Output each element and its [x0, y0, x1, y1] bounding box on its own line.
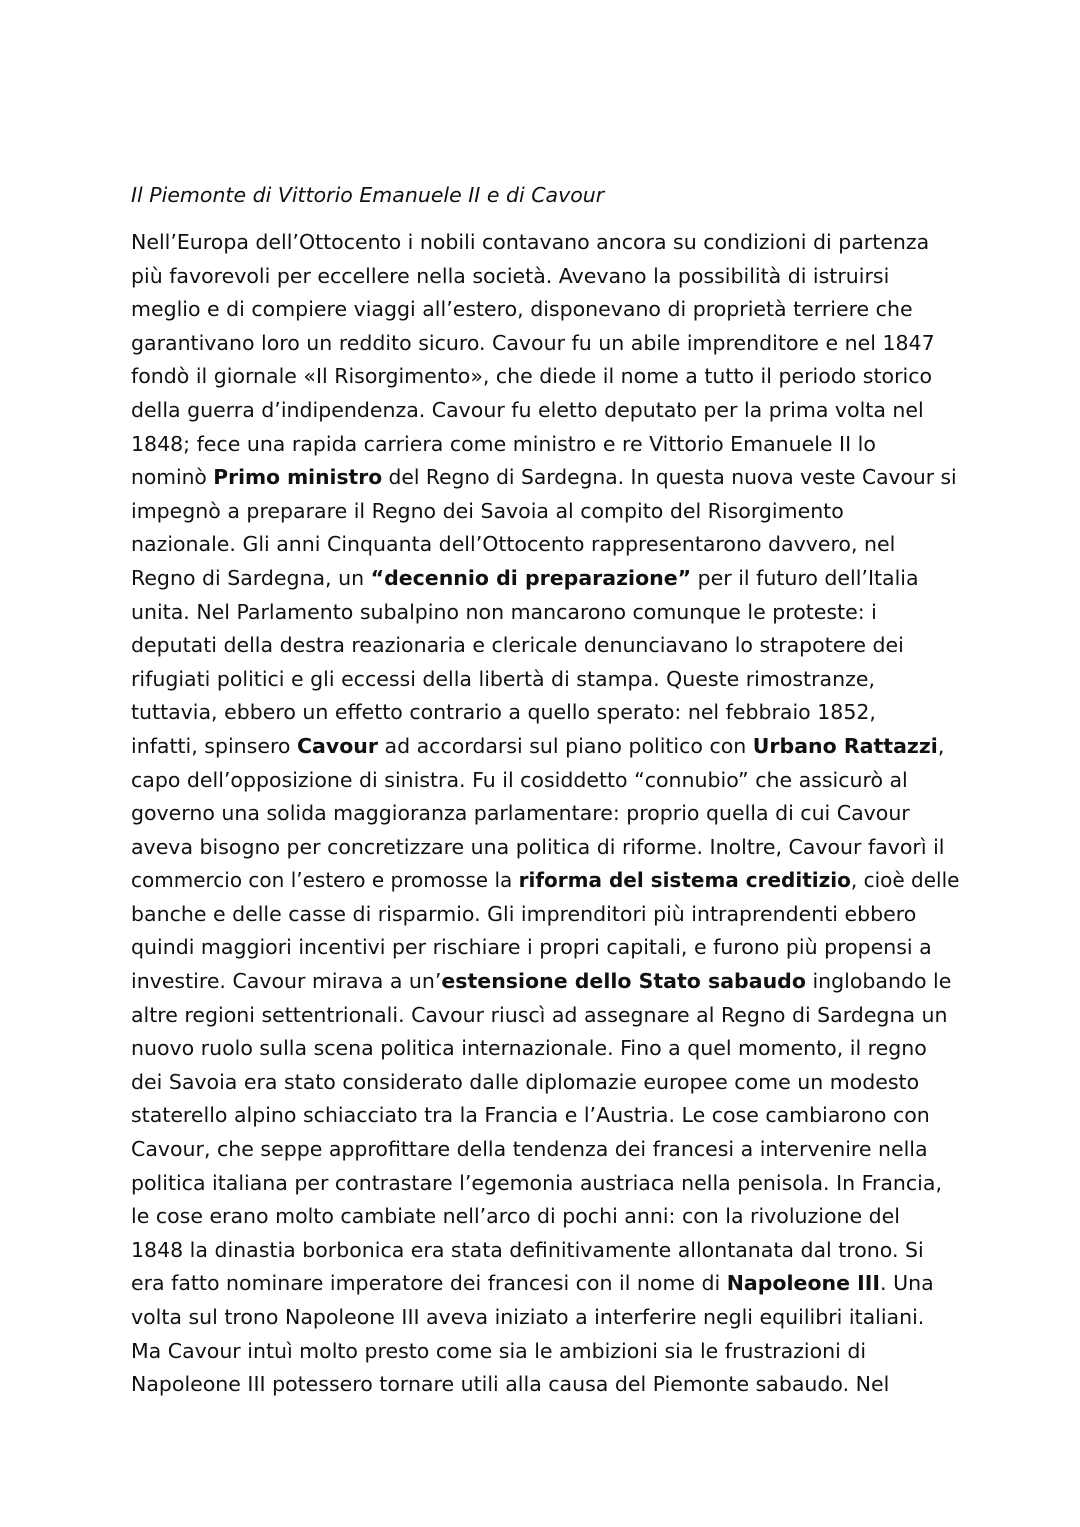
text-segment: governo una solida maggioranza parlamentare: proprio quella di cui Cavour — [131, 801, 910, 826]
text-line — [131, 1267, 961, 1301]
text-segment: , cioè delle — [850, 868, 960, 893]
text-segment: unita. Nel Parlamento subalpino non mancarono comunque le proteste: i — [131, 599, 877, 624]
text-line — [131, 1200, 961, 1234]
text-segment: fondò il giornale «Il Risorgimento», che diede il nome a tutto il periodo storico — [131, 364, 933, 389]
text-line — [131, 831, 961, 865]
text-segment: Napoleone III potessero tornare utili alla causa del Piemonte sabaudo. Nel — [131, 1372, 890, 1397]
text-segment: ad accordarsi sul piano politico con — [378, 733, 753, 758]
text-segment: meglio e di compiere viaggi all’estero, disponevano di proprietà terriere che — [131, 297, 913, 322]
text-line — [131, 797, 961, 831]
text-segment: banche e delle casse di risparmio. Gli imprenditori più intraprendenti ebbero — [131, 901, 917, 926]
text-line — [131, 1133, 961, 1167]
text-segment: infatti, spinsero — [131, 733, 297, 758]
text-line — [131, 1335, 961, 1369]
text-line — [131, 931, 961, 965]
text-line — [131, 629, 961, 663]
text-segment: Ma Cavour intuì molto presto come sia le ambizioni sia le frustrazioni di — [131, 1338, 867, 1363]
text-segment: aveva bisogno per concretizzare una politica di riforme. Inoltre, Cavour favorì il — [131, 834, 945, 859]
bold-text: “decennio di preparazione” — [370, 565, 692, 590]
text-segment: Cavour, che seppe approfittare della tendenza dei francesi a intervenire nella — [131, 1137, 928, 1162]
text-line — [131, 730, 961, 764]
text-line — [131, 562, 961, 596]
text-segment: impegnò a preparare il Regno dei Savoia al compito del Risorgimento — [131, 498, 844, 523]
bold-text: Cavour — [296, 733, 379, 758]
bold-text: Napoleone III — [726, 1271, 881, 1296]
text-segment: 1848 la dinastia borbonica era stata definitivamente allontanata dal trono. Si — [131, 1237, 924, 1262]
text-line — [131, 1099, 961, 1133]
text-line — [131, 260, 961, 294]
text-segment: era fatto nominare imperatore dei francesi con il nome di — [131, 1271, 727, 1296]
text-line — [131, 596, 961, 630]
text-line — [131, 663, 961, 697]
bold-text: estensione dello Stato sabaudo — [441, 969, 806, 994]
document-body — [131, 226, 961, 1402]
text-line — [131, 461, 961, 495]
text-line — [131, 764, 961, 798]
text-segment: volta sul trono Napoleone III aveva iniziato a interferire negli equilibri italiani. — [131, 1305, 925, 1329]
text-line — [131, 696, 961, 730]
text-segment: quindi maggiori incentivi per rischiare i propri capitali, e furono più propensi a — [131, 935, 932, 960]
text-segment: Regno di Sardegna, un — [131, 565, 371, 590]
text-segment: staterello alpino schiacciato tra la Francia e l’Austria. Le cose cambiarono con — [131, 1103, 930, 1128]
text-segment: nazionale. Gli anni Cinquanta dell’Ottocento rappresentarono davvero, nel — [131, 532, 896, 557]
text-line — [131, 495, 961, 529]
text-line — [131, 864, 961, 898]
text-line — [131, 898, 961, 932]
text-line — [131, 327, 961, 361]
text-line — [131, 999, 961, 1033]
text-segment: deputati della destra reazionaria e clericale denunciavano lo strapotere dei — [131, 633, 904, 658]
text-segment: garantivano loro un reddito sicuro. Cavour fu un abile imprenditore e nel 1847 — [131, 330, 935, 355]
text-segment: della guerra d’indipendenza. Cavour fu eletto deputato per la prima volta nel — [131, 397, 924, 422]
text-segment: dei Savoia era stato considerato dalle diplomazie europee come un modesto — [131, 1069, 920, 1094]
text-line — [131, 965, 961, 999]
text-segment: commercio con l’estero e promosse la — [131, 868, 519, 893]
bold-text: Primo ministro — [213, 465, 383, 490]
text-line — [131, 528, 961, 562]
text-segment: tuttavia, ebbero un effetto contrario a quello sperato: nel febbraio 1852, — [131, 700, 876, 725]
text-segment: inglobando le — [805, 969, 952, 994]
text-segment: rifugiati politici e gli eccessi della libertà di stampa. Queste rimostranze, — [131, 666, 875, 691]
text-segment: capo dell’opposizione di sinistra. Fu il cosiddetto “connubio” che assicurò al — [131, 767, 908, 792]
text-segment: per il futuro dell’Italia — [691, 565, 919, 590]
text-line — [131, 226, 961, 260]
text-line — [131, 394, 961, 428]
text-line — [131, 1368, 961, 1402]
text-segment: 1848; fece una rapida carriera come ministro e re Vittorio Emanuele II lo — [131, 431, 876, 456]
bold-text: Urbano Rattazzi — [752, 733, 938, 758]
text-segment: altre regioni settentrionali. Cavour riuscì ad assegnare al Regno di Sardegna un — [131, 1002, 948, 1027]
text-line — [131, 1301, 961, 1335]
text-line — [131, 1032, 961, 1066]
document-title: Il Piemonte di Vittorio Emanuele II e di Cavour — [131, 183, 605, 207]
text-segment: . Una — [880, 1271, 934, 1296]
text-segment: più favorevoli per eccellere nella società. Avevano la possibilità di istruirsi — [131, 263, 890, 288]
text-line — [131, 293, 961, 327]
text-segment: , — [937, 733, 945, 758]
text-line — [131, 1167, 961, 1201]
text-line — [131, 428, 961, 462]
text-segment: le cose erano molto cambiate nell’arco di pochi anni: con la rivoluzione del — [131, 1204, 900, 1229]
bold-text: riforma del sistema creditizio — [518, 868, 851, 893]
text-segment: investire. Cavour mirava a un’ — [131, 969, 442, 994]
text-line — [131, 1066, 961, 1100]
text-line — [131, 360, 961, 394]
text-segment: Nell’Europa dell’Ottocento i nobili contavano ancora su condizioni di partenza — [131, 230, 930, 254]
text-segment: del Regno di Sardegna. In questa nuova veste Cavour si — [382, 465, 957, 490]
text-line — [131, 1234, 961, 1268]
text-segment: politica italiana per contrastare l’egemonia austriaca nella penisola. In Francia, — [131, 1170, 942, 1195]
text-segment: nominò — [131, 465, 214, 490]
text-segment: nuovo ruolo sulla scena politica internazionale. Fino a quel momento, il regno — [131, 1036, 927, 1061]
